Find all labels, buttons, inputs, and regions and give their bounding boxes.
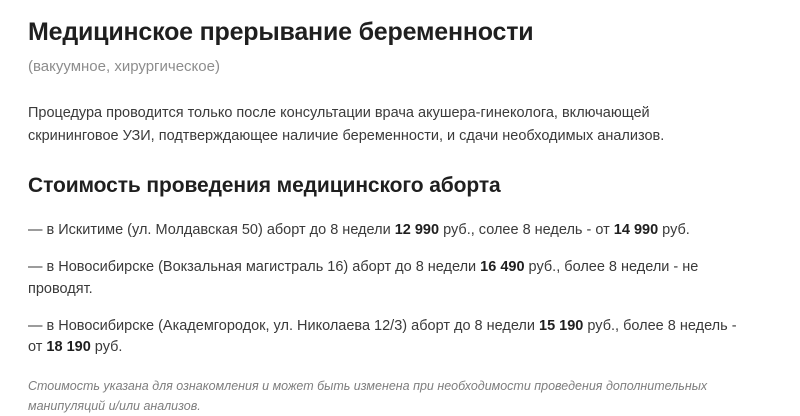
list-item-text-2: руб., более 8 недели - не проводят. bbox=[28, 259, 699, 297]
list-item-amount-1: 15 190 bbox=[539, 317, 584, 334]
list-item bbox=[28, 257, 748, 301]
list-item bbox=[28, 316, 748, 360]
list-item-text-1: в Новосибирске (Академгородок, ул. Николаева 12/3) аборт до 8 недели bbox=[46, 317, 540, 334]
price-disclaimer: Стоимость указана для ознакомления и может быть изменена при необходимости проведения дополнительных манипуляций и/или анализов. bbox=[28, 379, 708, 413]
price-list bbox=[28, 220, 770, 359]
list-item bbox=[28, 220, 748, 242]
list-item-amount-2: 18 190 bbox=[46, 339, 91, 356]
price-section-heading: Стоимость проведения медицинского аборта bbox=[28, 174, 501, 198]
list-item-dash: — bbox=[28, 259, 43, 276]
intro-paragraph: Процедура проводится только после консультации врача акушера-гинеколога, включающей скрининговое УЗИ, подтверждающее наличие беременности, и сдачи необходимых анализов. bbox=[28, 105, 665, 144]
list-item-text-3: руб. bbox=[90, 339, 123, 356]
list-item-text-1: в Новосибирске (Вокзальная магистраль 16) аборт до 8 недели bbox=[46, 259, 481, 276]
list-item-text-2: руб., солее 8 недель - от bbox=[439, 222, 614, 239]
page-title: Медицинское прерывание беременности bbox=[28, 18, 534, 46]
list-item-amount-2: 14 990 bbox=[613, 222, 659, 239]
list-item-dash: — bbox=[28, 317, 43, 334]
page-subtitle: (вакуумное, хирургическое) bbox=[28, 57, 220, 75]
list-item-text-2: руб., более 8 недель - от bbox=[28, 317, 737, 356]
list-item-dash: — bbox=[28, 222, 43, 239]
list-item-amount-1: 12 990 bbox=[394, 222, 440, 239]
list-item-amount-1: 16 490 bbox=[480, 259, 525, 276]
list-item-text-1: в Искитиме (ул. Молдавская 50) аборт до 8 недели bbox=[46, 222, 395, 239]
list-item-text-3: руб. bbox=[658, 222, 690, 239]
